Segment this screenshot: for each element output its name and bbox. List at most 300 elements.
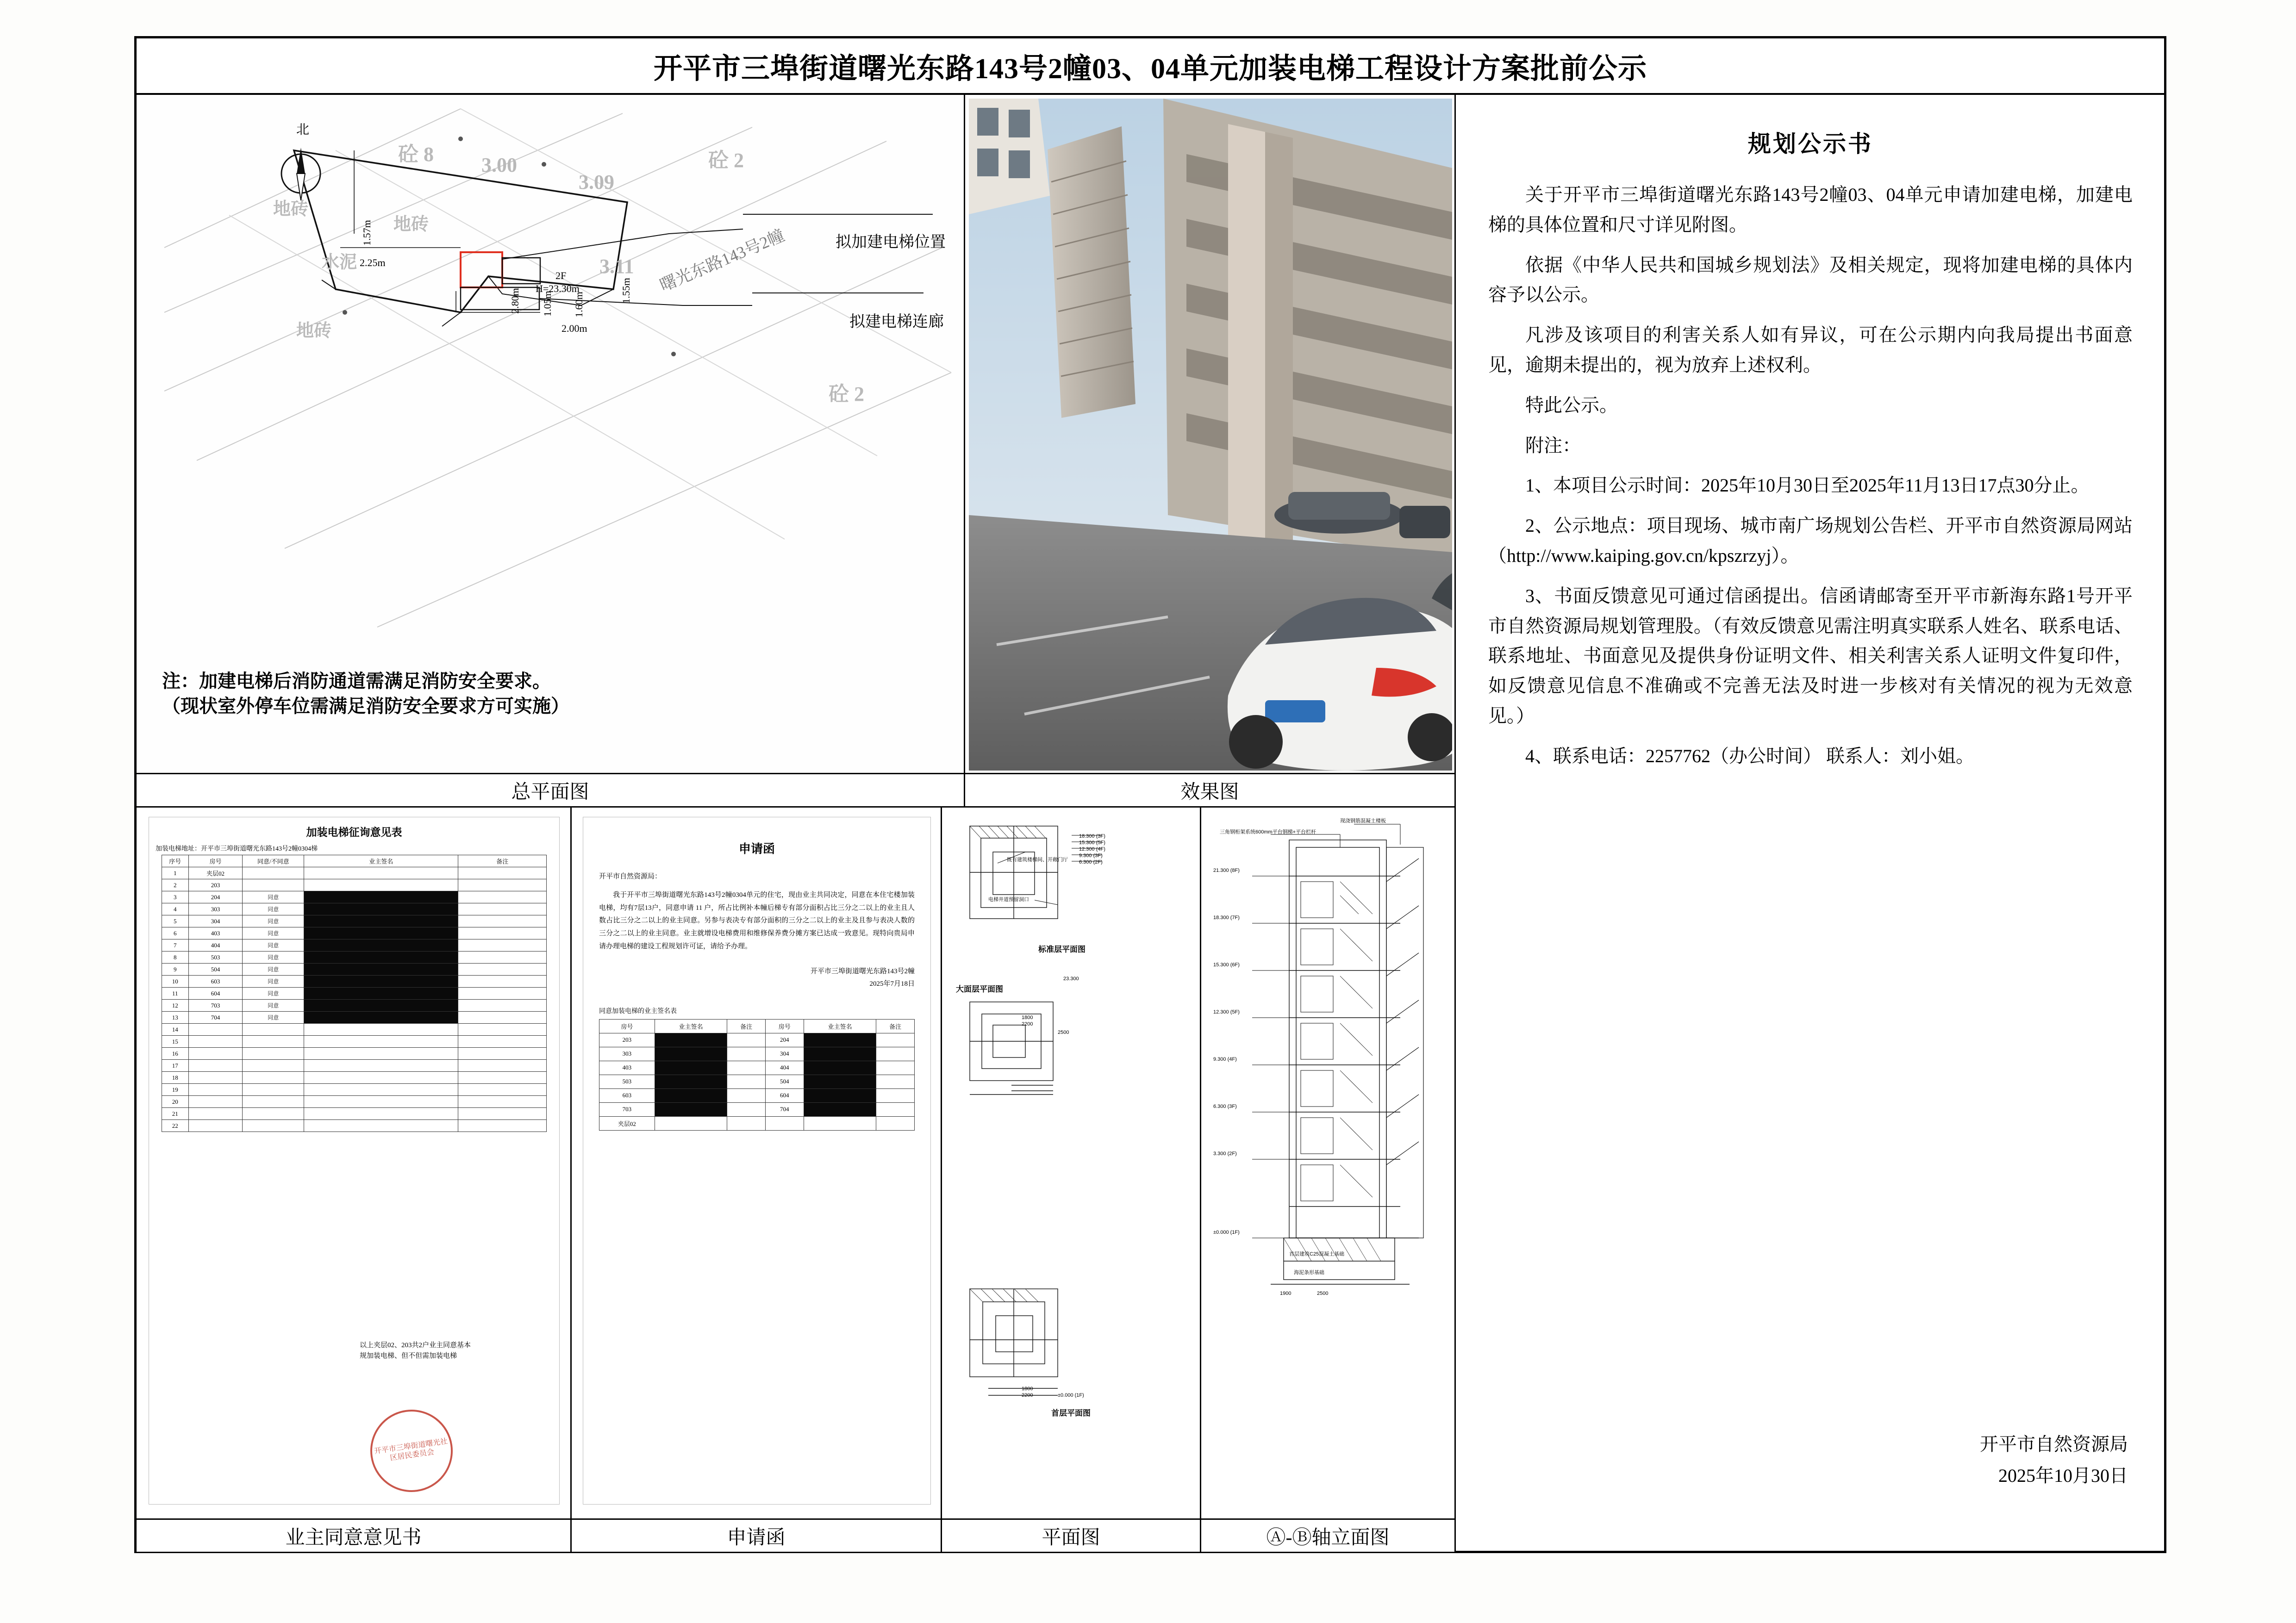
- dim-2f: 2F: [555, 270, 567, 281]
- cell-agree: 同意: [243, 1012, 304, 1024]
- col-header-sign-1: 业主签名: [655, 1019, 727, 1033]
- level-15300-elev: 15.300 (6F): [1213, 962, 1240, 968]
- cell-agree: 同意: [243, 1000, 304, 1012]
- cell-sign: [304, 1048, 458, 1060]
- letter-date: 2025年7月18日: [869, 980, 915, 988]
- cell-sign: [304, 1060, 458, 1072]
- cell-no: 20: [162, 1096, 188, 1108]
- cell-agree: 同意: [243, 927, 304, 939]
- photo-svg: [969, 99, 1452, 771]
- cell-note-2: [876, 1075, 915, 1088]
- cell-room: [188, 1060, 242, 1072]
- notice-signature: [1980, 1429, 2128, 1492]
- cell-room-1: 703: [599, 1102, 655, 1116]
- cell-note-2: [876, 1088, 915, 1102]
- cell-no: 18: [162, 1072, 188, 1084]
- notice-sign-date: 2025年10月30日: [1998, 1465, 2128, 1486]
- owners-consent-panel: [137, 808, 572, 1552]
- elevation-svg: [1201, 808, 1454, 1518]
- cell-sign-2: [804, 1102, 876, 1116]
- dim-1800-plan: 1800: [1022, 1015, 1033, 1020]
- owners-consent-table: [162, 855, 547, 1132]
- cell-agree: 同意: [243, 915, 304, 927]
- cell-sign-2: [804, 1047, 876, 1061]
- cell-sign: [304, 964, 458, 976]
- col-header-room-1: 房号: [599, 1019, 655, 1033]
- cell-note-1: [727, 1061, 766, 1075]
- site-label-tile-3: 地砖: [296, 321, 332, 341]
- owners-sheet-memo: 以上夹层02、203共2户业主同意基本规加装电梯、但不但需加装电梯: [360, 1342, 471, 1360]
- cell-room: 204: [188, 891, 242, 903]
- cell-room-2: 704: [765, 1102, 804, 1116]
- col-header-room: 房号: [188, 855, 242, 867]
- cell-note: [458, 867, 547, 879]
- letter-title: 申请函: [738, 842, 775, 856]
- cell-room: 603: [188, 976, 242, 988]
- dim-200: 2.00m: [562, 323, 587, 334]
- col-header-room-2: 房号: [765, 1019, 804, 1033]
- cell-sign: [304, 1012, 458, 1024]
- cell-agree: [243, 1060, 304, 1072]
- table-row: [162, 1072, 547, 1084]
- planning-notice-panel: [1456, 95, 2165, 1552]
- cell-sign: [304, 891, 458, 903]
- application-signature-table: [599, 1019, 915, 1131]
- site-label-concrete-2a: 砼 2: [708, 149, 744, 172]
- cell-no: 17: [162, 1060, 188, 1072]
- cell-sign: [304, 1096, 458, 1108]
- cell-room: 夹层02: [188, 867, 242, 879]
- annotation-elevator-position: 拟加建电梯位置: [836, 234, 946, 251]
- table-row: [162, 1036, 547, 1048]
- site-photograph: [969, 99, 1452, 771]
- cell-note: [458, 1120, 547, 1132]
- cell-room: 704: [188, 1012, 242, 1024]
- annotation-elevator-corridor: 拟建电梯连廊: [849, 313, 944, 330]
- table-row: [599, 1033, 915, 1047]
- notice-attachments-label: 附注：: [1525, 435, 1581, 456]
- cell-sign: [304, 1000, 458, 1012]
- letter-signer: 开平市三埠街道曙光东路143号2幢: [810, 967, 915, 975]
- cell-note: [458, 1000, 547, 1012]
- notice-paragraph-1: 关于开平市三埠街道曙光东路143号2幢03、04单元申请加建电梯，加建电梯的具体位置和尺寸详见附图。: [1488, 184, 2133, 235]
- site-plan-panel: [137, 95, 965, 808]
- level-6300-elev: 6.300 (3F): [1213, 1104, 1237, 1109]
- cell-sign: [304, 1036, 458, 1048]
- site-plan-note: [162, 669, 824, 719]
- col-header-sign-2: 业主签名: [804, 1019, 876, 1033]
- table-row: [162, 1120, 547, 1132]
- caption-owners-consent: 业主同意意见书: [137, 1518, 570, 1552]
- cell-agree: 同意: [243, 988, 304, 1000]
- cell-agree: 同意: [243, 891, 304, 903]
- cell-room: 504: [188, 964, 242, 976]
- cell-room: [188, 1120, 242, 1132]
- notice-signer: 开平市自然资源局: [1980, 1434, 2128, 1455]
- site-plan-canvas: [137, 95, 964, 773]
- level-0000-plan: ±0.000 (1F): [1058, 1393, 1084, 1398]
- title-bar: [137, 38, 2164, 95]
- cell-note: [458, 1024, 547, 1036]
- application-letter-scan: [572, 808, 941, 1518]
- level-9300-elev: 9.300 (4F): [1213, 1057, 1237, 1062]
- cell-room: 404: [188, 939, 242, 951]
- site-label-cement: 水泥: [322, 253, 357, 272]
- cell-no: 8: [162, 951, 188, 964]
- cell-note: [458, 1048, 547, 1060]
- cell-note: [458, 1060, 547, 1072]
- table-header-row: [599, 1019, 915, 1033]
- cell-agree: [243, 1108, 304, 1120]
- cell-note: [458, 976, 547, 988]
- elevation-cad: [1201, 808, 1454, 1518]
- cell-room-1: 503: [599, 1075, 655, 1088]
- cell-sign-1: [655, 1061, 727, 1075]
- cell-agree: [243, 1072, 304, 1084]
- cell-note: [458, 988, 547, 1000]
- floor-plan-cad: [942, 808, 1200, 1518]
- cell-no: 22: [162, 1120, 188, 1132]
- dim-157: 1.57m: [361, 220, 373, 246]
- table-row: [162, 927, 547, 939]
- cell-agree: 同意: [243, 939, 304, 951]
- level-12300: 12.300 (4F): [1079, 846, 1105, 852]
- table-row: [162, 1096, 547, 1108]
- cell-room: [188, 1048, 242, 1060]
- dim-105: 1.05m: [541, 291, 553, 317]
- cell-room-2: [765, 1116, 804, 1130]
- dim-155: 1.55m: [620, 278, 632, 304]
- cell-sign-2: [804, 1088, 876, 1102]
- notice-attachment-3: 3、书面反馈意见可通过信函提出。信函请邮寄至开平市新海东路1号开平市自然资源局规划管理股。（有效反馈意见需注明真实联系人姓名、联系电话、联系地址、书面意见及提供身份证明文件、相关利害关系人证明文件复印件，如反馈意见信息不准确或不完善无法及时进一步核对有关情况的视为无效意见。）: [1488, 585, 2133, 726]
- cell-no: 13: [162, 1012, 188, 1024]
- cell-note: [458, 891, 547, 903]
- owners-consent-sheet: [149, 817, 560, 1505]
- letter-table-title: 同意加装电梯的业主签名表: [599, 1007, 677, 1015]
- cell-note: [458, 903, 547, 915]
- caption-site-plan: 总平面图: [137, 773, 964, 806]
- label-existing-stair: 既有建筑楼梯间、开敞门厅: [1007, 857, 1068, 863]
- table-row: [162, 891, 547, 903]
- dim-2500-elev: 2500: [1317, 1291, 1329, 1296]
- cell-agree: [243, 867, 304, 879]
- cell-room-1: 303: [599, 1047, 655, 1061]
- cell-room-1: 603: [599, 1088, 655, 1102]
- cell-room: [188, 1024, 242, 1036]
- cell-sign: [304, 1024, 458, 1036]
- site-label-tile-1: 地砖: [273, 199, 309, 219]
- cell-room: 503: [188, 951, 242, 964]
- col-header-no: 序号: [162, 855, 188, 867]
- cell-sign: [304, 1108, 458, 1120]
- table-row: [162, 903, 547, 915]
- letter-recipient: 开平市自然资源局：: [599, 873, 662, 880]
- owners-sheet-address: 加装电梯地址：开平市三埠街道曙光东路143号2幢0304梯: [156, 846, 318, 852]
- site-note-line-2: （现状室外停车位需满足消防安全要求方可实施）: [162, 696, 569, 716]
- cell-room: [188, 1036, 242, 1048]
- cell-sign-1: [655, 1116, 727, 1130]
- cell-agree: [243, 1084, 304, 1096]
- cell-sign-2: [804, 1116, 876, 1130]
- label-shaft-opening: 电梯井道预留洞口: [988, 897, 1029, 902]
- notice-attachment-4: 4、联系电话：2257762（办公时间） 联系人：刘小姐。: [1525, 745, 1974, 766]
- cell-note-1: [727, 1047, 766, 1061]
- cell-agree: 同意: [243, 951, 304, 964]
- official-seal-stamp: 开平市三埠街道曙光社区居民委员会: [365, 1404, 458, 1497]
- cell-sign-1: [655, 1047, 727, 1061]
- label-standard-floor-plan: 标准层平面图: [1038, 945, 1086, 954]
- label-roof-floor-plan: 大面层平面图: [956, 985, 1003, 994]
- cell-no: 5: [162, 915, 188, 927]
- cell-sign: [304, 1072, 458, 1084]
- cell-agree: [243, 1036, 304, 1048]
- letter-signature: [599, 965, 915, 990]
- cell-room: 403: [188, 927, 242, 939]
- cell-room: 703: [188, 1000, 242, 1012]
- cell-room: 604: [188, 988, 242, 1000]
- cell-room: [188, 1096, 242, 1108]
- cell-note: [458, 1096, 547, 1108]
- cell-sign: [304, 927, 458, 939]
- cell-sign: [304, 915, 458, 927]
- cell-note: [458, 1072, 547, 1084]
- cell-no: 14: [162, 1024, 188, 1036]
- cell-no: 10: [162, 976, 188, 988]
- cell-sign-1: [655, 1102, 727, 1116]
- col-header-sign: 业主签名: [304, 855, 458, 867]
- cell-note-1: [727, 1088, 766, 1102]
- cell-room-2: 204: [765, 1033, 804, 1047]
- cell-agree: [243, 1096, 304, 1108]
- cell-sign: [304, 1084, 458, 1096]
- cell-no: 12: [162, 1000, 188, 1012]
- cell-no: 16: [162, 1048, 188, 1060]
- level-21300: 21.300 (8F): [1213, 868, 1240, 873]
- cell-note-2: [876, 1116, 915, 1130]
- table-row: [162, 1012, 547, 1024]
- notice-body: [1456, 95, 2165, 1552]
- cell-note-1: [727, 1075, 766, 1088]
- rendering-image-wrap: [965, 95, 1454, 773]
- cell-sign: [304, 867, 458, 879]
- cell-no: 6: [162, 927, 188, 939]
- floor-plan-panel: [942, 808, 1201, 1552]
- table-row: [162, 988, 547, 1000]
- cell-room: 203: [188, 879, 242, 891]
- cell-room-2: 304: [765, 1047, 804, 1061]
- cell-sign-1: [655, 1075, 727, 1088]
- table-row: [599, 1102, 915, 1116]
- table-row: [162, 867, 547, 879]
- notice-attachment-2: 2、公示地点：项目现场、城市南广场规划公告栏、开平市自然资源局网站（http://www.kaiping.gov.cn/kpszrzyj）。: [1488, 515, 2133, 566]
- site-label-elev-300: 3.00: [481, 154, 517, 176]
- cell-room-1: 403: [599, 1061, 655, 1075]
- cell-agree: [243, 1024, 304, 1036]
- level-9300: 9.300 (3F): [1079, 853, 1103, 858]
- level-18300: 18.300 (3F): [1079, 833, 1105, 839]
- site-label-concrete-8: 砼 8: [398, 143, 434, 166]
- level-23300: 23.300: [1063, 976, 1079, 982]
- cell-sign-1: [655, 1033, 727, 1047]
- table-row: [162, 1048, 547, 1060]
- cell-room: [188, 1084, 242, 1096]
- dim-2200-plan: 2200: [1022, 1021, 1033, 1027]
- cell-no: 15: [162, 1036, 188, 1048]
- table-row: [599, 1088, 915, 1102]
- dim-2500-plan: 2500: [1058, 1030, 1069, 1035]
- col-header-note: 备注: [458, 855, 547, 867]
- table-row: [162, 1000, 547, 1012]
- letter-body: 我于开平市三埠街道曙光东路143号2幢0304单元的住宅，现由业主共同决定，同意在本住宅楼加装电梯，均有7层13户，同意申请 11 户，所占比例补本幢后梯专有部分面积占比三分之二以上的业主且人数占比三分之二以上的业主同意。另参与表决专有部分面积的三分之二以上的业主及且参与表决人数的三分之二以上的业主同意。业主就增设电梯费用和维修保养费分摊方案已达成一致意见。现特向贵局申请办理电梯的建设工程规划许可证，请给予办理。: [599, 891, 915, 950]
- level-0000-elev: ±0.000 (1F): [1213, 1230, 1240, 1235]
- bottom-row: [137, 808, 1456, 1552]
- table-row: [162, 976, 547, 988]
- cell-note-1: [727, 1033, 766, 1047]
- label-rc-slab: 现浇钢筋混凝土楼板: [1340, 818, 1386, 824]
- cell-sign: [304, 879, 458, 891]
- cell-note-2: [876, 1033, 915, 1047]
- label-strip-footing: 海泥条形基础: [1294, 1270, 1324, 1275]
- table-row: [162, 939, 547, 951]
- cell-no: 3: [162, 891, 188, 903]
- cell-no: 11: [162, 988, 188, 1000]
- cell-note: [458, 964, 547, 976]
- label-steel-truss: 三角钢桁架系统600mm平台钢梯+平台栏杆: [1220, 829, 1316, 835]
- level-12300-elev: 12.300 (5F): [1213, 1009, 1240, 1015]
- cell-agree: [243, 1048, 304, 1060]
- cell-agree: 同意: [243, 976, 304, 988]
- caption-rendering: 效果图: [965, 773, 1454, 806]
- cell-sign: [304, 976, 458, 988]
- cell-no: 4: [162, 903, 188, 915]
- caption-floor-plan: 平面图: [942, 1518, 1200, 1552]
- label-first-floor-plan: 首层平面图: [1051, 1409, 1091, 1418]
- cell-sign-2: [804, 1075, 876, 1088]
- owners-sheet-title: 加装电梯征询意见表: [306, 827, 402, 838]
- caption-elevation: Ⓐ-Ⓑ轴立面图: [1201, 1518, 1454, 1552]
- cell-room: [188, 1072, 242, 1084]
- cell-note: [458, 939, 547, 951]
- cell-room: 304: [188, 915, 242, 927]
- cell-note: [458, 927, 547, 939]
- table-row: [162, 1108, 547, 1120]
- cell-room-2: 404: [765, 1061, 804, 1075]
- site-label-elev-309: 3.09: [579, 171, 614, 193]
- site-label-elev-311: 3.11: [599, 255, 634, 278]
- dim-1800-first: 1800: [1022, 1386, 1033, 1392]
- cell-no: 21: [162, 1108, 188, 1120]
- dim-160: 1.60m: [573, 292, 585, 317]
- content-grid: [137, 95, 2164, 1552]
- site-plan-drawing: [137, 95, 964, 773]
- cell-sign: [304, 951, 458, 964]
- cell-note-1: [727, 1102, 766, 1116]
- table-row: [162, 951, 547, 964]
- cell-room: [188, 1108, 242, 1120]
- notice-paragraph-3: 凡涉及该项目的利害关系人如有异议，可在公示期内向我局提出书面意见，逾期未提出的，视为放弃上述权利。: [1488, 324, 2133, 375]
- cell-agree: 同意: [243, 964, 304, 976]
- cell-sign-1: [655, 1088, 727, 1102]
- cell-room-1: 203: [599, 1033, 655, 1047]
- cell-agree: [243, 1120, 304, 1132]
- col-header-agree: 同意/不同意: [243, 855, 304, 867]
- caption-application: 申请函: [572, 1518, 941, 1552]
- cell-note-2: [876, 1061, 915, 1075]
- cell-no: 19: [162, 1084, 188, 1096]
- cell-note-2: [876, 1102, 915, 1116]
- site-label-concrete-2b: 砼 2: [829, 383, 864, 405]
- table-row: [599, 1061, 915, 1075]
- cell-no: 7: [162, 939, 188, 951]
- cell-sign-2: [804, 1033, 876, 1047]
- cell-note: [458, 951, 547, 964]
- cell-room: 303: [188, 903, 242, 915]
- page-title: 开平市三埠街道曙光东路143号2幢03、04单元加装电梯工程设计方案批前公示: [653, 53, 1647, 85]
- table-row: [599, 1047, 915, 1061]
- cell-sign: [304, 988, 458, 1000]
- cell-sign: [304, 903, 458, 915]
- site-label-building-name: 曙光东路143号2幢: [657, 226, 787, 295]
- table-row: [162, 879, 547, 891]
- dim-280: 2.80m: [509, 288, 521, 314]
- notice-heading: 规划公示书: [1748, 131, 1873, 157]
- level-6300: 6.300 (2F): [1079, 859, 1103, 865]
- table-row: [162, 1024, 547, 1036]
- cell-sign-2: [804, 1061, 876, 1075]
- cell-no: 9: [162, 964, 188, 976]
- level-18300-elev: 18.300 (7F): [1213, 915, 1240, 920]
- elevation-panel: [1201, 808, 1456, 1552]
- cell-agree: 同意: [243, 903, 304, 915]
- level-15300: 15.300 (5F): [1079, 840, 1105, 846]
- notice-paragraph-2: 依据《中华人民共和国城乡规划法》及相关规定，现将加建电梯的具体内容予以公示。: [1488, 254, 2133, 305]
- dim-2200-first: 2200: [1022, 1393, 1033, 1398]
- cell-note-1: [727, 1116, 766, 1130]
- floor-plan-drawing: [942, 808, 1200, 1518]
- owners-consent-scan: [137, 808, 570, 1518]
- application-letter-panel: [572, 808, 942, 1552]
- level-3300-elev: 3.300 (2F): [1213, 1151, 1237, 1157]
- table-header-row: [162, 855, 547, 867]
- document-frame: [134, 36, 2166, 1553]
- cell-note-2: [876, 1047, 915, 1061]
- table-row: [599, 1075, 915, 1088]
- dim-1900-elev: 1900: [1280, 1291, 1292, 1296]
- rendering-panel: [965, 95, 1456, 808]
- cell-room-2: 604: [765, 1088, 804, 1102]
- cell-note: [458, 1084, 547, 1096]
- cell-no: 2: [162, 879, 188, 891]
- cell-sign: [304, 1120, 458, 1132]
- svg-text:北: 北: [296, 123, 310, 137]
- site-label-tile-2: 地砖: [393, 215, 429, 234]
- cell-note: [458, 915, 547, 927]
- cell-agree: [243, 879, 304, 891]
- cell-no: 1: [162, 867, 188, 879]
- table-row: [162, 964, 547, 976]
- col-header-note-2: 备注: [876, 1019, 915, 1033]
- cell-room-1: 夹层02: [599, 1116, 655, 1130]
- label-concrete-foundation: 首层建筑C25混凝土基础: [1289, 1251, 1345, 1257]
- elevation-drawing: [1201, 808, 1454, 1518]
- table-row: [162, 915, 547, 927]
- notice-paragraph-4: 特此公示。: [1525, 394, 1618, 416]
- table-row: [599, 1116, 915, 1130]
- table-row: [162, 1084, 547, 1096]
- application-letter: [583, 817, 931, 1505]
- cell-sign: [304, 939, 458, 951]
- table-row: [162, 1060, 547, 1072]
